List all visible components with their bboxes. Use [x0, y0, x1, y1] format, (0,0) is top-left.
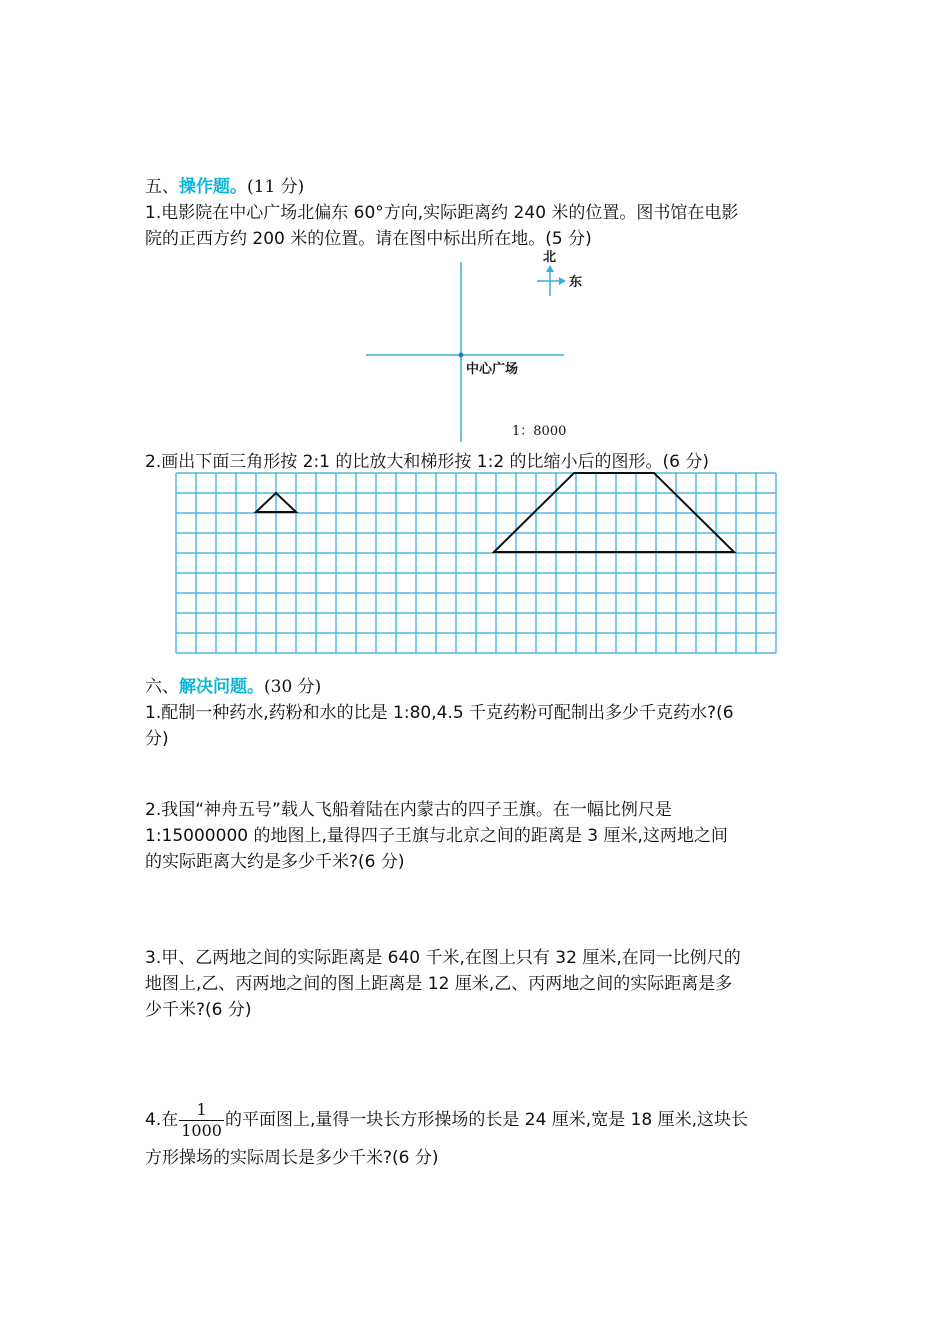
- s5-q1-line2: 院的正西方约 200 米的位置。请在图中标出所在地。(5 分): [145, 229, 592, 249]
- s6-q4-line1: [145, 1098, 748, 1142]
- section6-score: (30 分): [264, 677, 322, 697]
- compass-east-arrow: [559, 277, 566, 285]
- east-label: 东: [569, 275, 583, 290]
- section6-header: [145, 674, 321, 700]
- s6-q3-line2: 地图上,乙、丙两地之间的图上距离是 12 厘米,乙、丙两地之间的实际距离是多: [145, 974, 733, 994]
- s6-q1-line2: 分): [145, 729, 169, 749]
- fraction-denominator: 1000: [181, 1120, 222, 1140]
- center-label: 中心广场: [466, 362, 519, 377]
- section5-prefix: 五、: [145, 177, 179, 197]
- fraction-numerator: 1: [196, 1099, 207, 1119]
- scale-fraction: [179, 1100, 224, 1141]
- center-point: [459, 353, 464, 358]
- s6-q3-line1: 3.甲、乙两地之间的实际距离是 640 千米,在图上只有 32 厘米,在同一比例尺的: [145, 948, 741, 968]
- s6-q1-line1: 1.配制一种药水,药粉和水的比是 1:80,4.5 千克药粉可配制出多少千克药水?(6: [145, 703, 734, 723]
- compass-north-arrow: [546, 265, 554, 272]
- map-scale: 1：8000: [512, 424, 567, 439]
- s5-q1-line1: 1.电影院在中心广场北偏东 60°方向,实际距离约 240 米的位置。图书馆在电影: [145, 203, 739, 223]
- section6-title: 解决问题。: [179, 677, 264, 697]
- s6-q2-line2: 1:15000000 的地图上,量得四子王旗与北京之间的距离是 3 厘米,这两地之间: [145, 826, 728, 846]
- s6-q2-line1: 2.我国“神舟五号”载人飞船着陆在内蒙古的四子王旗。在一幅比例尺是: [145, 800, 672, 820]
- s6-q3-line3: 少千米?(6 分): [145, 1000, 252, 1020]
- section5-score: (11 分): [247, 177, 305, 197]
- section5-title: 操作题。: [179, 177, 247, 197]
- s5-q2-line1: 2.画出下面三角形按 2:1 的比放大和梯形按 1:2 的比缩小后的图形。(6 分): [145, 452, 710, 472]
- s6-q4-line1-rest: 的平面图上,量得一块长方形操场的长是 24 厘米,宽是 18 厘米,这块长: [224, 1110, 749, 1130]
- s6-q2-line3: 的实际距离大约是多少千米?(6 分): [145, 852, 405, 872]
- north-label: 北: [543, 250, 557, 265]
- grid-figure: [174, 471, 778, 655]
- map-figure: [360, 248, 620, 448]
- s6-q4-prefix: 4.在: [145, 1110, 179, 1130]
- section6-prefix: 六、: [145, 677, 179, 697]
- section5-header: [145, 174, 304, 200]
- s6-q4-line2: 方形操场的实际周长是多少千米?(6 分): [145, 1148, 439, 1168]
- grid-lines: [176, 473, 776, 653]
